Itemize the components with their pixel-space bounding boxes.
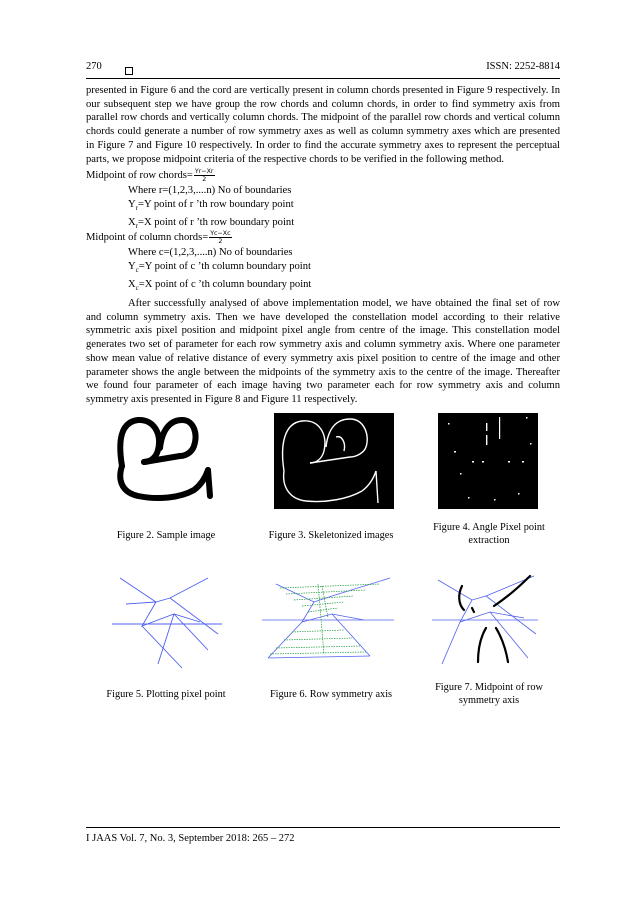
column-x-subscript: c (135, 283, 139, 292)
row-x-symbol: X (128, 216, 136, 228)
column-y-subscript: c (135, 266, 139, 275)
row-where: Where r=(1,2,3,....n) No of boundaries (128, 185, 292, 196)
row-y-text: =Y point of r ’th row boundary point (138, 198, 294, 210)
body-paragraph-2: After successfully analysed of above implementation model, we have obtained the final set of row and column symmetry axis. Then we have developed the constellation model according to their relative symmetric axis pixel position and midpoint pixel angle from centre of the image. This constellation model generates two set of parameter for each row symmetry axis and column symmetry axis. Where one parameter show mean value of relative distance of every symmetry axis pixel position to centre of the image and other parameter shows the angle between the midpoints of the symmetry axis to the centre of the image. Thereafter we found four parameter of each image having two parameter each for row symmetry axis and column symmetry axis presented in Figure 8 and Figure 11 respectively. (86, 298, 560, 405)
figure-2-sample-image (110, 414, 222, 510)
figure-6-caption: Figure 6. Row symmetry axis (269, 689, 393, 700)
column-fraction (209, 230, 231, 245)
row-fraction (194, 168, 215, 183)
column-y-symbol: Y (128, 261, 136, 273)
column-formula-label: Midpoint of column chords= (86, 232, 209, 244)
figure-5-plotting-pixel-point (112, 574, 222, 670)
header-rule (86, 78, 560, 79)
row-x-subscript: r (135, 221, 138, 230)
row-fraction-denominator: 2 (202, 176, 207, 183)
footer-rule (86, 827, 560, 828)
column-x-def (86, 278, 311, 296)
row-fraction-numerator: Yr−Xr (194, 168, 214, 175)
column-x-symbol: X (128, 278, 136, 290)
column-where: Where c=(1,2,3,....n) No of boundaries (128, 247, 293, 259)
figure-6-row-symmetry-axis (262, 574, 394, 666)
column-fraction-numerator: Yc−Xc (210, 230, 231, 238)
figure-3-caption: Figure 3. Skeletonized images (268, 530, 394, 541)
row-y-subscript: r (135, 203, 138, 212)
figure-5-caption: Figure 5. Plotting pixel point (106, 689, 226, 700)
row-y-symbol: Y (128, 198, 136, 210)
figure-4-caption: Figure 4. Angle Pixel point extraction (433, 522, 545, 546)
row-formula-label: Midpoint of row chords= (86, 169, 193, 181)
figure-3-skeletonized-image (274, 413, 394, 509)
row-x-text: =X point of r ’th row boundary point (138, 216, 295, 228)
page-number: 270 (86, 61, 102, 72)
figure-4-angle-pixel-points (438, 413, 538, 509)
row-midpoint-formula (86, 168, 311, 184)
figure-2-caption: Figure 2. Sample image (116, 530, 216, 541)
column-y-def (86, 260, 311, 278)
issn: ISSN: 2252-8814 (486, 61, 560, 72)
journal-footer: I JAAS Vol. 7, No. 3, September 2018: 265 – 272 (86, 833, 295, 844)
column-y-text: =Y point of c ’th column boundary point (138, 261, 311, 273)
column-fraction-denominator: 2 (218, 238, 223, 246)
figure-7-caption: Figure 7. Midpoint of row symmetry axis (435, 682, 543, 706)
figure-7-midpoint-row-symmetry-axis (432, 572, 538, 668)
formula-block (86, 168, 311, 296)
body-paragraph-1: presented in Figure 6 and the cord are vertically present in column chords presented in Figure 9 respectively. In our subsequent step we have group the row chords and column chords, in order to find symmetry axis from parallel row chords and vertically column chords. The midpoint of the parallel row chords and vertical column chords could generate a number of row symmetry axes as well as column symmetry axes which are presented in Figure 7 and Figure 10 respectively. In order to find the accurate symmetry axes to represent the perceptual parts, we propose midpoint criteria of the respective chords to be verified in the following method. (86, 85, 560, 165)
column-x-text: =X point of c ’th column boundary point (138, 278, 312, 290)
row-y-def (86, 198, 311, 216)
